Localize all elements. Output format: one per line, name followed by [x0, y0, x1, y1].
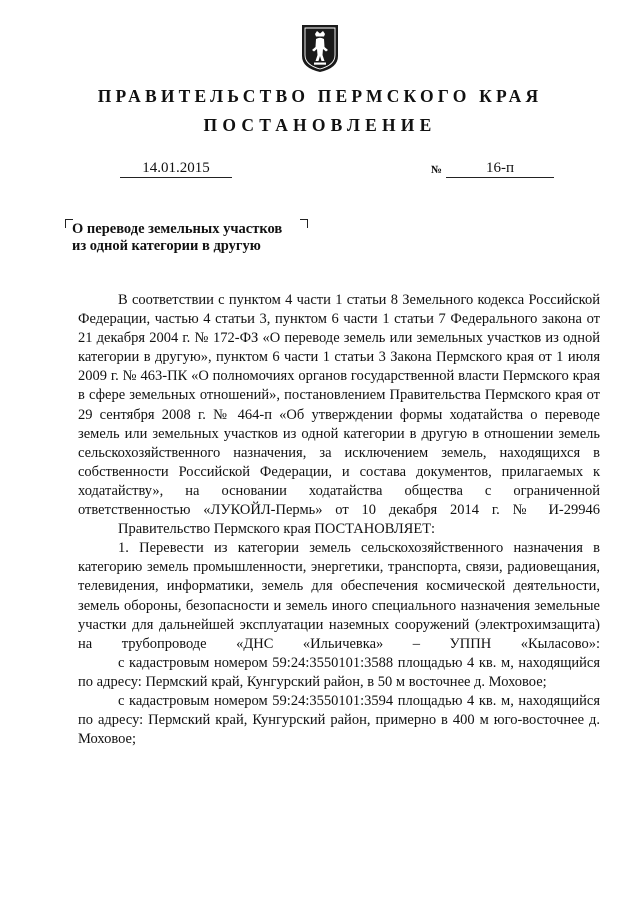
document-date: 14.01.2015 [120, 159, 232, 178]
government-title: ПРАВИТЕЛЬСТВО ПЕРМСКОГО КРАЯ [97, 86, 543, 106]
resolution-statement: Правительство Пермского края ПОСТАНОВЛЯЕТ: [118, 521, 436, 538]
subject-line-2: из одной категории в другую [72, 238, 261, 254]
parcel-item-2: с кадастровым номером 59:24:3550101:3594 площадью 4 кв. м, находящийся по адресу: Пермский край, Кунгурский район, примерно в 400 м юго-восточнее д. Моховое; [78, 692, 600, 748]
coat-of-arms-icon [299, 23, 341, 73]
document-body [78, 291, 600, 749]
preamble-paragraph: В соответствии с пунктом 4 части 1 статьи 8 Земельного кодекса Российской Федерации, частью 4 статьи 3, пунктом 6 части 1 статьи 7 Федерального закона от 21 декабря 2004 г. № 172-ФЗ «О переводе земель или земельных участков из одной категории в другую», пунктом 6 части 1 статьи 3 Закона Пермского края от 1 июля 2009 г. № 463-ПК «О полномочиях органов государственной власти Пермского края в сфере земельных отношений», постановлением Правительства Пермского края от 29 сентября 2008 г. № 464-п «Об утверждении формы ходатайства о переводе земель или земельных участков из одной категории в другую в отношении земель сельскохозяйственного назначения, за исключением земель, находящихся в собственности Российской Федерации, и состава документов, прилагаемых к ходатайству», на основании ходатайства общества с ограниченной ответственностью «ЛУКОЙЛ-Пермь» от 10 декабря 2014 г. № И-29946 [78, 292, 600, 519]
document-type: ПОСТАНОВЛЕНИЕ [203, 115, 437, 135]
parcel-item-1: с кадастровым номером 59:24:3550101:3588 площадью 4 кв. м, находящийся по адресу: Пермский край, Кунгурский район, в 50 м восточнее д. Моховое; [78, 654, 600, 690]
document-number: 16-п [446, 159, 554, 178]
subject-line-1: О переводе земельных участков [72, 221, 283, 237]
number-sign: № [431, 164, 443, 176]
clause-1: 1. Перевести из категории земель сельскохозяйственного назначения в категорию земель промышленности, энергетики, транспорта, связи, радиовещания, телевидения, информатики, земель для обеспечения космической деятельности, земель обороны, безопасности и земель иного специального назначения земельные участки для дальнейшей эксплуатации наземных сооружений (электрохимзащита) на трубопроводе «ДНС «Ильичевка» – УППН «Кыласово»: [78, 540, 600, 652]
document-subject [72, 221, 312, 255]
